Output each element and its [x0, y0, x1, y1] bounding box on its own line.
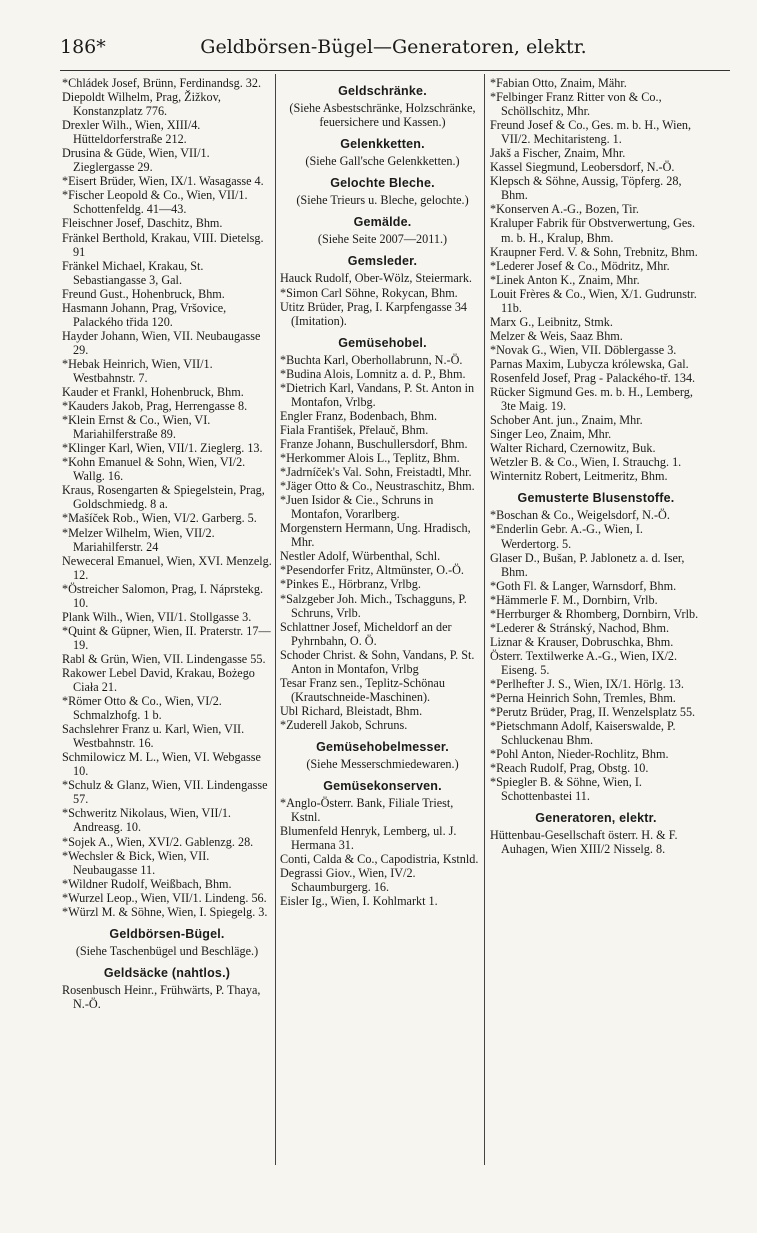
directory-entry: *Kauders Jakob, Prag, Herrengasse 8.: [62, 399, 248, 414]
directory-entry: Eisler Ig., Wien, I. Kohlmarkt 1.: [280, 894, 438, 909]
directory-entry: Kraupner Ferd. V. & Sohn, Trebnitz, Bhm.: [490, 244, 698, 259]
section-heading: Geldbörsen-Bügel.: [109, 926, 225, 941]
directory-entry: *Fischer Leopold & Co., Wien, VII/1. Schottenfeldg. 41—43.: [62, 188, 251, 217]
directory-entry: Plank Wilh., Wien, VII/1. Stollgasse 3.: [62, 609, 252, 624]
directory-entry: Drusina & Güde, Wien, VII/1. Zieglergasse 29.: [62, 146, 213, 175]
directory-entry: *Melzer Wilhelm, Wien, VII/2. Mariahilferstr. 24: [62, 525, 218, 554]
directory-entry: *Reach Rudolf, Prag, Obstg. 10.: [490, 761, 649, 776]
directory-entry: Singer Leo, Znaim, Mhr.: [490, 427, 612, 442]
directory-entry: *Pietschmann Adolf, Kaiserswalde, P. Schluckenau Bhm.: [490, 719, 679, 748]
directory-entry: Kauder et Frankl, Hohenbruck, Bhm.: [62, 385, 244, 400]
directory-entry: Rosenfeld Josef, Prag - Palackého-tř. 134.: [490, 370, 696, 385]
directory-entry: Jakš a Fischer, Znaim, Mhr.: [490, 146, 626, 161]
directory-entry: *Konserven A.-G., Bozen, Tir.: [490, 202, 639, 217]
directory-entry: Wetzler B. & Co., Wien, I. Strauchg. 1.: [490, 455, 682, 470]
directory-entry: *Wurzel Leop., Wien, VII/1. Lindeng. 56.: [62, 890, 267, 905]
directory-entry: *Salzgeber Joh. Mich., Tschagguns, P. Schruns, Vrlb.: [280, 591, 470, 620]
directory-entry: Sachslehrer Franz u. Karl, Wien, VII. Westbahnstr. 16.: [62, 722, 247, 751]
directory-entry: *Buchta Karl, Oberhollabrunn, N.-Ö.: [280, 352, 463, 367]
cross-reference-note: (Siehe Trieurs u. Bleche, gelochte.): [296, 193, 469, 208]
directory-entry: Nestler Adolf, Würbenthal, Schl.: [280, 549, 441, 564]
directory-entry: Engler Franz, Bodenbach, Bhm.: [280, 408, 438, 423]
directory-entry: *Kohn Emanuel & Sohn, Wien, VI/2. Wallg. 16.: [62, 455, 249, 484]
directory-entry: Franze Johann, Buschullersdorf, Bhm.: [280, 436, 468, 451]
directory-entry: Fränkel Michael, Krakau, St. Sebastiangasse 3, Gal.: [62, 258, 207, 287]
directory-entry: Freund Gust., Hohenbruck, Bhm.: [62, 286, 225, 301]
directory-entry: Tesar Franz sen., Teplitz-Schönau (Krautschneide-Maschinen).: [280, 675, 448, 704]
directory-entry: *Klinger Karl, Wien, VII/1. Zieglerg. 13.: [62, 441, 263, 456]
directory-entry: *Wildner Rudolf, Weißbach, Bhm.: [62, 876, 232, 891]
directory-entry: *Novak G., Wien, VII. Döblergasse 3.: [490, 342, 677, 357]
page-header: [60, 36, 727, 66]
directory-entry: *Pesendorfer Fritz, Altmünster, O.-Ö.: [280, 563, 464, 578]
directory-entry: Kraus, Rosengarten & Spiegelstein, Prag, Goldschmiedg. 8 a.: [62, 483, 268, 512]
directory-entry: *Eisert Brüder, Wien, IX/1. Wasagasse 4.: [62, 174, 264, 189]
directory-entry: Hüttenbau-Gesellschaft österr. H. & F. Auhagen, Wien XIII/2 Nisselg. 8.: [490, 828, 680, 857]
directory-entry: *Simon Carl Söhne, Rokycan, Bhm.: [280, 285, 458, 300]
directory-entry: *Hämmerle F. M., Dornbirn, Vrlb.: [490, 592, 658, 607]
directory-entry: Hayder Johann, Wien, VII. Neubaugasse 29.: [62, 328, 264, 357]
directory-entry: Fiala František, Přelauč, Bhm.: [280, 422, 429, 437]
directory-entry: Blumenfeld Henryk, Lemberg, ul. J. Hermana 31.: [280, 824, 460, 853]
directory-entry: Hauck Rudolf, Ober-Wölz, Steiermark.: [280, 271, 472, 286]
directory-entry: *Jäger Otto & Co., Neustraschitz, Bhm.: [280, 479, 475, 494]
directory-entry: *Klein Ernst & Co., Wien, VI. Mariahilferstraße 89.: [62, 413, 214, 442]
directory-entry: *Perna Heinrich Sohn, Tremles, Bhm.: [490, 691, 676, 706]
directory-entry: *Herrburger & Rhomberg, Dornbirn, Vrlb.: [490, 606, 699, 621]
section-heading: Generatoren, elektr.: [535, 811, 657, 826]
section-heading: Gemüsehobelmesser.: [316, 739, 449, 754]
directory-entry: *Östreicher Salomon, Prag, I. Náprstekg. 10.: [62, 581, 267, 610]
directory-entry: *Chládek Josef, Brünn, Ferdinandsg. 32.: [62, 76, 262, 90]
directory-entry: *Enderlin Gebr. A.-G., Wien, I. Werdertorg. 5.: [490, 522, 646, 551]
directory-entry: *Mašíček Rob., Wien, VI/2. Garberg. 5.: [62, 511, 257, 526]
directory-entry: Kassel Siegmund, Leobersdorf, N.-Ö.: [490, 160, 675, 175]
directory-entry: *Pinkes E., Hörbranz, Vrlbg.: [280, 577, 421, 592]
directory-entry: Conti, Calda & Co., Capodistria, Kstnld.: [280, 852, 479, 867]
directory-entry: Drexler Wilh., Wien, XIII/4. Hütteldorferstraße 212.: [62, 118, 204, 147]
directory-entry: Winternitz Robert, Leitmeritz, Bhm.: [490, 469, 668, 484]
cross-reference-note: (Siehe Asbestschränke, Holzschränke, feuersichere und Kassen.): [289, 101, 476, 130]
directory-entry: Diepoldt Wilhelm, Prag, Žižkov, Konstanzplatz 776.: [62, 90, 224, 119]
directory-entry: Rakower Lebel David, Krakau, Bożego Ciała 21.: [62, 665, 258, 695]
column-divider: [275, 74, 276, 1165]
section-heading: Gelochte Bleche.: [330, 176, 435, 191]
directory-entry: *Schweritz Nikolaus, Wien, VII/1. Andreasg. 10.: [62, 806, 234, 835]
section-heading: Gemsleder.: [347, 254, 418, 269]
directory-entry: Ubl Richard, Bleistadt, Bhm.: [280, 703, 423, 718]
directory-entry: *Felbinger Franz Ritter von & Co., Schöllschitz, Mhr.: [490, 90, 665, 119]
section-heading: Gemälde.: [353, 215, 412, 230]
directory-entry: Schmilowicz M. L., Wien, VI. Webgasse 10.: [62, 750, 264, 779]
directory-entry: *Spiegler B. & Söhne, Wien, I. Schottenbastei 11.: [490, 775, 645, 804]
directory-entry: Schober Ant. jun., Znaim, Mhr.: [490, 413, 643, 428]
cross-reference-note: (Siehe Gall'sche Gelenkketten.): [305, 154, 460, 169]
directory-entry: *Römer Otto & Co., Wien, VI/2. Schmalzhofg. 1 b.: [62, 694, 225, 723]
column-1: [62, 76, 275, 1011]
directory-entry: Parnas Maxim, Lubycza królewska, Gal.: [490, 356, 689, 371]
cross-reference-note: (Siehe Taschenbügel und Beschläge.): [75, 943, 259, 958]
section-heading: Gemusterte Blusenstoffe.: [517, 491, 675, 506]
directory-entry: Kraluper Fabrik für Obstverwertung, Ges. m. b. H., Kralup, Bhm.: [490, 216, 699, 245]
page-title: Geldbörsen-Bügel—Generatoren, elektr.: [200, 36, 587, 58]
header-rule: [60, 70, 730, 71]
directory-entry: *Anglo-Österr. Bank, Filiale Triest, Kstnl.: [280, 796, 457, 825]
section-heading: Gemüsekonserven.: [323, 779, 442, 794]
directory-entry: *Jadrníček's Val. Sohn, Freistadtl, Mhr.: [280, 465, 472, 480]
directory-entry: Klepsch & Söhne, Aussig, Töpferg. 28, Bhm.: [490, 174, 685, 203]
directory-entry: Schlattner Josef, Micheldorf an der Pyhrnbahn, O. Ö.: [280, 619, 455, 648]
directory-entry: Rücker Sigmund Ges. m. b. H., Lemberg, 3te Maig. 19.: [490, 385, 696, 414]
column-3: [490, 76, 702, 857]
directory-entry: *Fabian Otto, Znaim, Mähr.: [490, 76, 627, 90]
directory-entry: *Sojek A., Wien, XVI/2. Gablenzg. 28.: [62, 834, 254, 849]
directory-entry: *Schulz & Glanz, Wien, VII. Lindengasse 57.: [62, 778, 271, 807]
directory-entry: *Hebak Heinrich, Wien, VII/1. Westbahnstr. 7.: [62, 356, 216, 385]
section-heading: Geldsäcke (nahtlos.): [103, 965, 231, 980]
directory-entry: *Würzl M. & Söhne, Wien, I. Spiegelg. 3.: [62, 904, 268, 919]
directory-entry: Louit Frères & Co., Wien, X/1. Gudrunstr. 11b.: [490, 286, 700, 315]
directory-entry: Morgenstern Hermann, Ung. Hradisch, Mhr.: [280, 521, 474, 550]
section-heading: Geldschränke.: [338, 84, 427, 98]
directory-entry: *Zuderell Jakob, Schruns.: [280, 717, 408, 732]
directory-entry: Glaser D., Bušan, P. Jablonetz a. d. Iser, Bhm.: [490, 550, 688, 579]
directory-entry: Hasmann Johann, Prag, Vršovice, Palackého třida 120.: [62, 300, 230, 329]
directory-entry: Rosenbusch Heinr., Frühwärts, P. Thaya, N.-Ö.: [62, 982, 264, 1011]
column-2: [280, 76, 485, 908]
cross-reference-note: (Siehe Seite 2007—2011.): [317, 232, 448, 247]
directory-entry: Melzer & Weis, Saaz Bhm.: [490, 328, 623, 343]
directory-entry: *Quint & Güpner, Wien, II. Praterstr. 17—19.: [62, 623, 271, 652]
directory-entry: Freund Josef & Co., Ges. m. b. H., Wien, VII/2. Mechitaristeng. 1.: [490, 118, 694, 147]
cross-reference-note: (Siehe Messerschmiedewaren.): [306, 757, 459, 772]
section-heading: Gemüsehobel.: [338, 335, 427, 350]
directory-entry: *Boschan & Co., Weigelsdorf, N.-Ö.: [490, 508, 670, 523]
directory-entry: Schoder Christ. & Sohn, Vandans, P. St. Anton in Montafon, Vrlbg: [280, 647, 477, 676]
directory-entry: *Perutz Brüder, Prag, II. Wenzelsplatz 55.: [490, 705, 696, 720]
directory-entry: Degrassi Giov., Wien, IV/2. Schaumburgerg. 16.: [280, 866, 419, 895]
directory-entry: *Lederer & Stránský, Nachod, Bhm.: [490, 620, 670, 635]
directory-entry: Marx G., Leibnitz, Stmk.: [490, 314, 613, 329]
directory-entry: *Pohl Anton, Nieder-Rochlitz, Bhm.: [490, 747, 669, 762]
directory-entry: *Budina Alois, Lomnitz a. d. P., Bhm.: [280, 366, 466, 381]
page-number: 186*: [60, 36, 106, 58]
directory-entry: *Herkommer Alois L., Teplitz, Bhm.: [280, 451, 460, 466]
directory-entry: *Perlhefter J. S., Wien, IX/1. Hörlg. 13.: [490, 676, 684, 691]
directory-entry: Utitz Brüder, Prag, I. Karpfengasse 34 (Imitation).: [280, 299, 471, 328]
directory-entry: Liznar & Krauser, Dobruschka, Bhm.: [490, 634, 674, 649]
directory-entry: Rabl & Grün, Wien, VII. Lindengasse 55.: [62, 651, 266, 666]
directory-entry: Österr. Textilwerke A.-G., Wien, IX/2. Eiseng. 5.: [490, 648, 681, 677]
directory-entry: *Goth Fl. & Langer, Warnsdorf, Bhm.: [490, 578, 677, 593]
section-heading: Gelenkketten.: [340, 137, 425, 152]
directory-entry: Fränkel Berthold, Krakau, VIII. Dietelsg. 91: [62, 230, 267, 259]
directory-entry: *Wechsler & Bick, Wien, VII. Neubaugasse 11.: [62, 848, 213, 877]
directory-entry: *Lederer Josef & Co., Mödritz, Mhr.: [490, 258, 670, 273]
directory-entry: *Linek Anton K., Znaim, Mhr.: [490, 272, 640, 287]
directory-entry: Fleischner Josef, Daschitz, Bhm.: [62, 216, 223, 231]
directory-entry: Neweceral Emanuel, Wien, XVI. Menzelg. 12.: [62, 553, 275, 582]
directory-entry: *Juen Isidor & Cie., Schruns in Montafon, Vorarlberg.: [280, 493, 437, 522]
directory-entry: Walter Richard, Czernowitz, Buk.: [490, 441, 656, 456]
directory-entry: *Dietrich Karl, Vandans, P. St. Anton in Montafon, Vrlbg.: [280, 380, 478, 409]
